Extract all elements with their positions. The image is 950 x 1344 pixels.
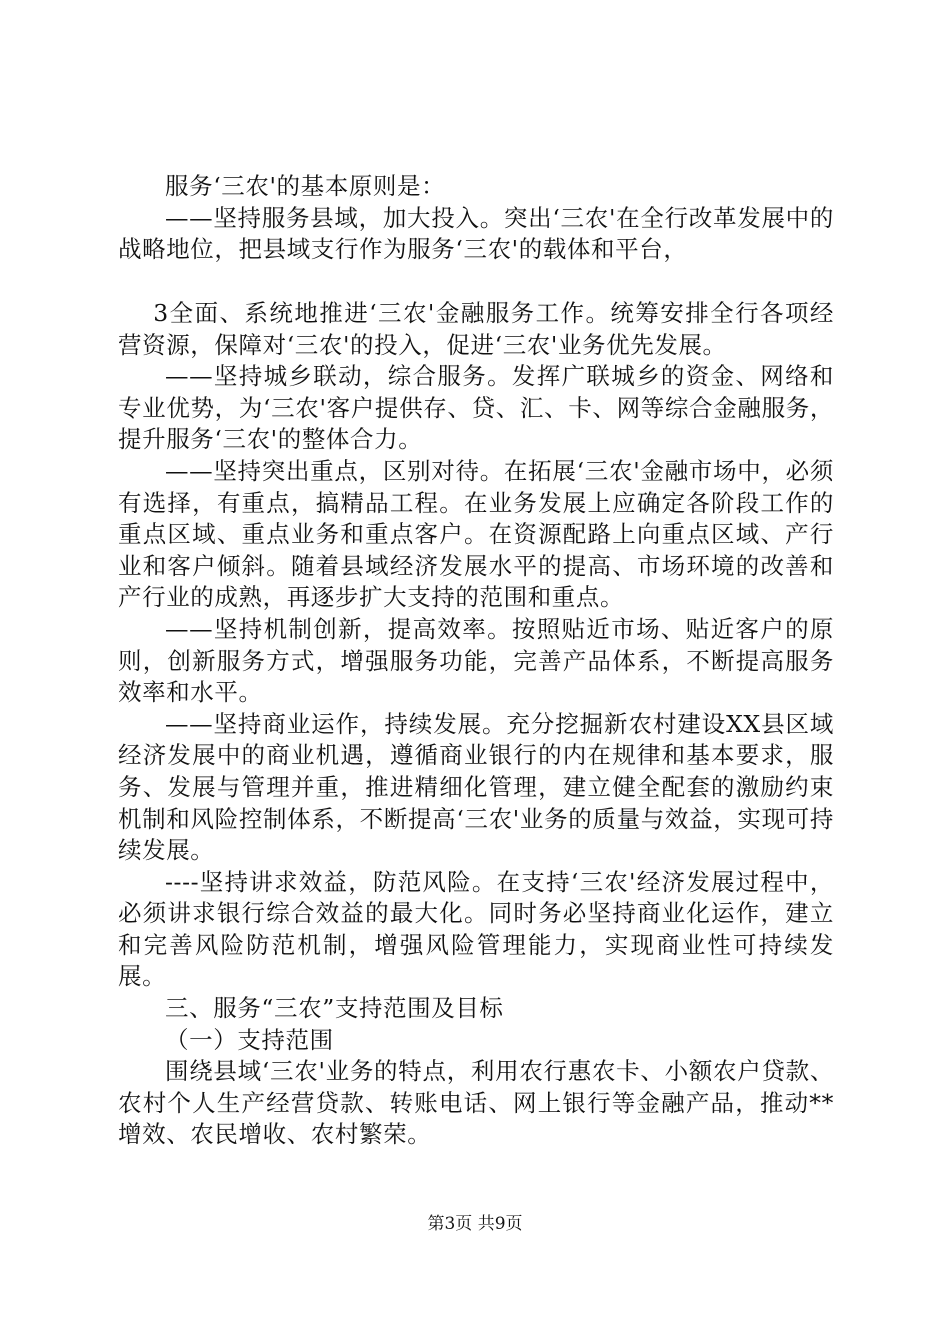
paragraph-principle-2: ——坚持城乡联动，综合服务。发挥广联城乡的资金、网络和专业优势，为‘三农'客户提供存、贷、汇、卡、网等综合金融服务，提升服务‘三农'的整体合力。 — [118, 362, 834, 454]
page-footer: 第3页 共9页 — [427, 1214, 523, 1234]
text-block-top — [118, 171, 834, 266]
section-heading-3: 三、服务“三农”支持范围及目标 — [165, 994, 504, 1023]
paragraph-principle-5: ——坚持商业运作，持续发展。充分挖掘新农村建设XX县区域经济发展中的商业机遇，遵循商业银行的内在规律和基本要求，服务、发展与管理并重，推进精细化管理，建立健全配套的激励约束机制和风险控制体系，不断提高‘三农'业务的质量与效益，实现可持续发展。 — [118, 709, 834, 865]
paragraph-principle-4: ——坚持机制创新，提高效率。按照贴近市场、贴近客户的原则，创新服务方式，增强服务功能，完善产品体系，不断提高服务效率和水平。 — [118, 614, 834, 707]
paragraph-principles-intro: 服务‘三农'的基本原则是： — [165, 172, 446, 200]
paragraph-principle-1-start: ——坚持服务县域，加大投入。突出‘三农'在全行改革发展中的战略地位，把县域支行作为服务‘三农'的载体和平台， — [118, 203, 834, 264]
paragraph-support-scope: 围绕县域‘三农'业务的特点，利用农行惠农卡、小额农户贷款、农村个人生产经营贷款、转账电话、网上银行等金融产品，推动**增效、农民增收、农村繁荣。 — [118, 1057, 834, 1149]
paragraph-principle-6: ----坚持讲求效益，防范风险。在支持‘三农'经济发展过程中，必须讲求银行综合效益的最大化。同时务必坚持商业化运作，建立和完善风险防范机制，增强风险管理能力，实现商业性可持续发展。 — [118, 867, 834, 991]
paragraph-principle-1-cont: 3全面、系统地推进‘三农'金融服务工作。统筹安排全行各项经营资源，保障对‘三农'的投入，促进‘三农'业务优先发展。 — [118, 299, 834, 359]
subsection-heading-1: （一）支持范围 — [165, 1025, 334, 1054]
text-block-main — [118, 298, 834, 1151]
paragraph-principle-3: ——坚持突出重点，区别对待。在拓展‘三农'金融市场中，必须有选择，有重点，搞精品工程。在业务发展上应确定各阶段工作的重点区域、重点业务和重点客户。在资源配路上向重点区域、产行业和客户倾斜。随着县域经济发展水平的提高、市场环境的改善和产行业的成熟，再逐步扩大支持的范围和重点。 — [118, 456, 834, 612]
